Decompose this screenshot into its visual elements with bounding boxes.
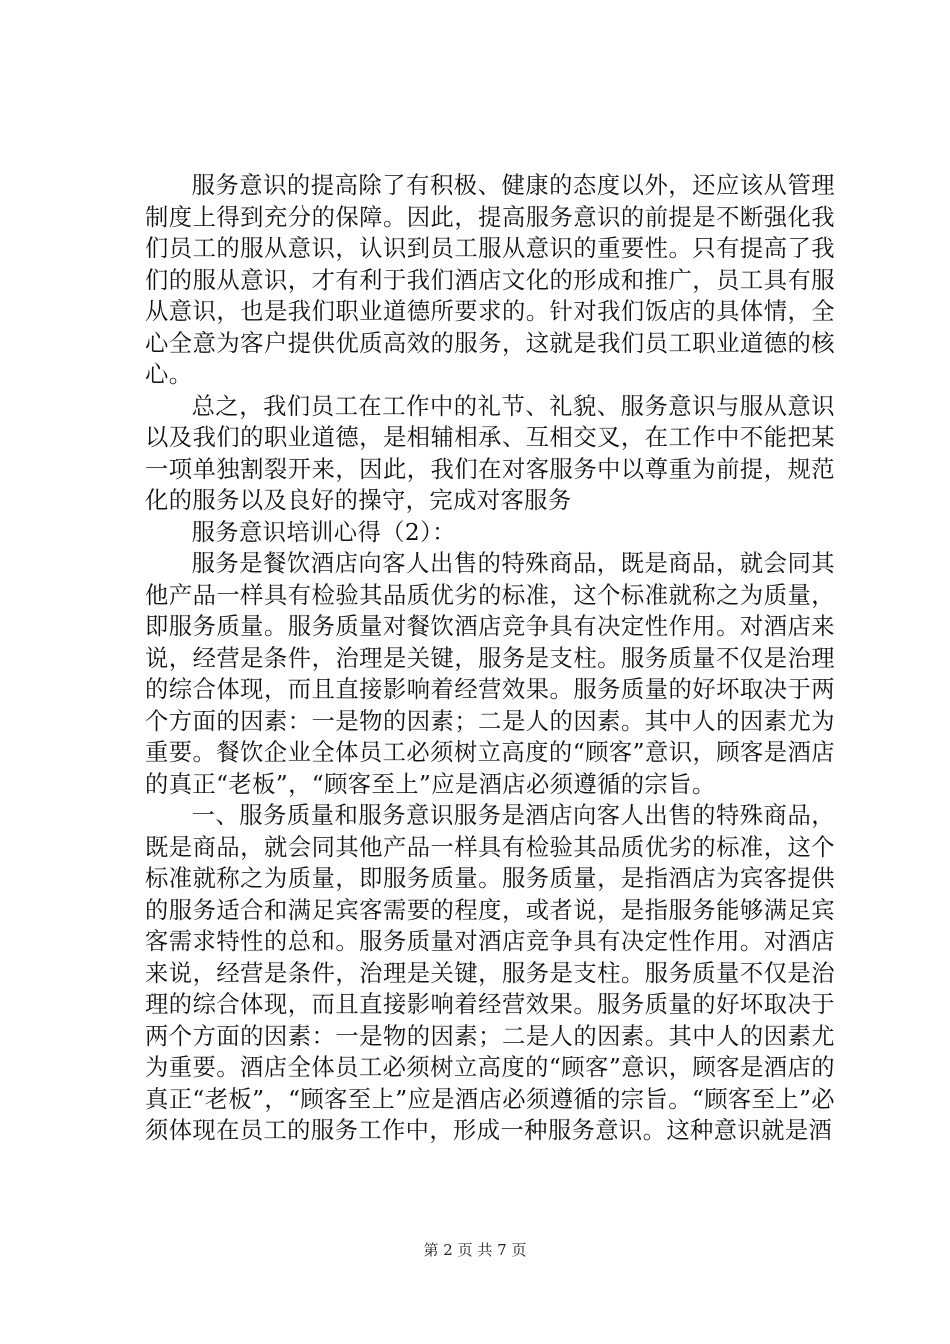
paragraph-1: 服务意识的提高除了有积极、健康的态度以外，还应该从管理制度上得到充分的保障。因此，提高服务意识的前提是不断强化我们员工的服从意识，认识到员工服从意识的重要性。只有提高了我们的服从意识，才有利于我们酒店文化的形成和推广，员工具有服从意识，也是我们职业道德所要求的。针对我们饭店的具体情，全心全意为客户提供优质高效的服务，这就是我们员工职业道德的核心。	[145, 172, 835, 388]
paragraph-3: 服务是餐饮酒店向客人出售的特殊商品，既是商品，就会同其他产品一样具有检验其品质优劣的标准，这个标准就称之为质量，即服务质量。服务质量对餐饮酒店竞争具有决定性作用。对酒店来说，经营是条件，治理是关键，服务是支柱。服务质量不仅是治理的综合体现，而且直接影响着经营效果。服务质量的好坏取决于两个方面的因素：一是物的因素；二是人的因素。其中人的因素尤为重要。餐饮企业全体员工必须树立高度的“顾客”意识，顾客是酒店的真正“老板”，“顾客至上”应是酒店必须遵循的宗旨。	[145, 550, 835, 798]
section-heading: 服务意识培训心得（2）：	[191, 518, 456, 546]
page-number-footer: 第 2 页 共 7 页	[423, 1241, 527, 1259]
document-body	[145, 170, 835, 1147]
paragraph-2: 总之，我们员工在工作中的礼节、礼貌、服务意识与服从意识以及我们的职业道德，是相辅相承、互相交叉，在工作中不能把某一项单独割裂开来，因此，我们在对客服务中以尊重为前提，规范化的服务以及良好的操守，完成对客服务	[145, 392, 835, 514]
paragraph-4: 一、服务质量和服务意识服务是酒店向客人出售的特殊商品，既是商品，就会同其他产品一样具有检验其品质优劣的标准，这个标准就称之为质量，即服务质量。服务质量，是指酒店为宾客提供的服务适合和满足宾客需要的程度，或者说，是指服务能够满足宾客需求特性的总和。服务质量对酒店竞争具有决定性作用。对酒店来说，经营是条件，治理是关键，服务是支柱。服务质量不仅是治理的综合体现，而且直接影响着经营效果。服务质量的好坏取决于两个方面的因素：一是物的因素；二是人的因素。其中人的因素尤为重要。酒店全体员工必须树立高度的“顾客”意识，顾客是酒店的真正“老板”，“顾客至上”应是酒店必须遵循的宗旨。“顾客至上”必须体现在员工的服务工作中，形成一种服务意识。这种意识就是酒	[145, 802, 835, 1144]
